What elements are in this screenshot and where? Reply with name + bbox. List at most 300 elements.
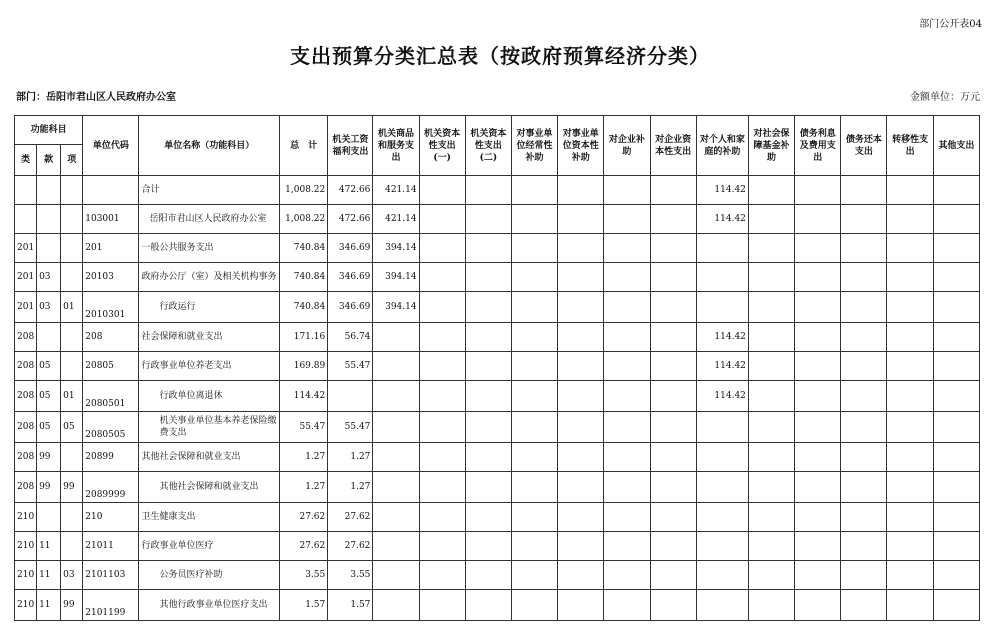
cell-c2 xyxy=(373,590,419,621)
header-total: 总 计 xyxy=(280,116,328,176)
cell-unit-code: 2010301 xyxy=(83,292,139,323)
cell-c14 xyxy=(933,263,979,292)
header-c12: 债务还本支出 xyxy=(841,116,887,176)
cell-xiang: 99 xyxy=(61,590,83,621)
cell-c7 xyxy=(604,292,650,323)
cell-c14 xyxy=(933,176,979,205)
cell-lei: 208 xyxy=(15,412,37,443)
cell-xiang: 03 xyxy=(61,561,83,590)
cell-c13 xyxy=(887,503,933,532)
cell-unit-code: 208 xyxy=(83,323,139,352)
cell-xiang: 01 xyxy=(61,292,83,323)
cell-c11 xyxy=(795,590,841,621)
cell-c1: 1.27 xyxy=(328,443,373,472)
cell-c2 xyxy=(373,323,419,352)
header-func-subject: 功能科目 xyxy=(15,116,83,145)
cell-c13 xyxy=(887,352,933,381)
table-row xyxy=(15,234,980,263)
cell-c14 xyxy=(933,590,979,621)
header-c2: 机关商品和服务支出 xyxy=(373,116,419,176)
cell-kuan: 05 xyxy=(37,412,61,443)
cell-total: 3.55 xyxy=(280,561,328,590)
cell-c3 xyxy=(419,503,465,532)
cell-c12 xyxy=(841,352,887,381)
header-unit-name: 单位名称（功能科目） xyxy=(139,116,280,176)
cell-unit-name: 公务员医疗补助 xyxy=(139,561,280,590)
cell-c12 xyxy=(841,205,887,234)
cell-c5 xyxy=(511,381,557,412)
budget-table xyxy=(14,115,980,621)
cell-total: 1.27 xyxy=(280,472,328,503)
header-c14: 其他支出 xyxy=(933,116,979,176)
cell-lei xyxy=(15,176,37,205)
cell-c4 xyxy=(465,205,511,234)
cell-kuan xyxy=(37,205,61,234)
cell-c14 xyxy=(933,561,979,590)
cell-c5 xyxy=(511,503,557,532)
cell-c7 xyxy=(604,472,650,503)
cell-unit-code: 20103 xyxy=(83,263,139,292)
cell-c14 xyxy=(933,205,979,234)
cell-c11 xyxy=(795,205,841,234)
cell-lei: 210 xyxy=(15,532,37,561)
cell-c12 xyxy=(841,503,887,532)
cell-c14 xyxy=(933,412,979,443)
cell-unit-name: 卫生健康支出 xyxy=(139,503,280,532)
cell-c6 xyxy=(558,503,604,532)
cell-c2 xyxy=(373,443,419,472)
cell-unit-name: 政府办公厅（室）及相关机构事务 xyxy=(139,263,280,292)
cell-c1: 55.47 xyxy=(328,352,373,381)
cell-c4 xyxy=(465,381,511,412)
cell-kuan: 11 xyxy=(37,590,61,621)
cell-total: 740.84 xyxy=(280,234,328,263)
cell-c10 xyxy=(748,412,794,443)
cell-c5 xyxy=(511,472,557,503)
cell-total: 1,008.22 xyxy=(280,205,328,234)
cell-c6 xyxy=(558,205,604,234)
cell-c5 xyxy=(511,352,557,381)
cell-c1: 56.74 xyxy=(328,323,373,352)
cell-kuan xyxy=(37,323,61,352)
cell-c5 xyxy=(511,292,557,323)
cell-c11 xyxy=(795,412,841,443)
cell-c13 xyxy=(887,234,933,263)
cell-unit-name: 其他行政事业单位医疗支出 xyxy=(139,590,280,621)
cell-c12 xyxy=(841,323,887,352)
cell-unit-name: 岳阳市君山区人民政府办公室 xyxy=(139,205,280,234)
cell-c3 xyxy=(419,381,465,412)
cell-c8 xyxy=(650,352,696,381)
cell-unit-code: 103001 xyxy=(83,205,139,234)
header-c3: 机关资本性支出(一) xyxy=(419,116,465,176)
cell-c3 xyxy=(419,532,465,561)
cell-c1: 1.57 xyxy=(328,590,373,621)
cell-c1: 346.69 xyxy=(328,234,373,263)
cell-c4 xyxy=(465,176,511,205)
cell-kuan xyxy=(37,234,61,263)
cell-kuan: 99 xyxy=(37,443,61,472)
cell-kuan: 11 xyxy=(37,561,61,590)
cell-c3 xyxy=(419,561,465,590)
cell-c10 xyxy=(748,234,794,263)
cell-lei: 208 xyxy=(15,381,37,412)
cell-c2: 421.14 xyxy=(373,205,419,234)
cell-c13 xyxy=(887,381,933,412)
department-label: 部门：岳阳市君山区人民政府办公室 xyxy=(16,92,176,103)
cell-xiang: 99 xyxy=(61,472,83,503)
cell-c12 xyxy=(841,234,887,263)
cell-c12 xyxy=(841,176,887,205)
cell-c8 xyxy=(650,503,696,532)
cell-c12 xyxy=(841,381,887,412)
cell-c1: 27.62 xyxy=(328,503,373,532)
header-c13: 转移性支出 xyxy=(887,116,933,176)
cell-c3 xyxy=(419,292,465,323)
cell-c12 xyxy=(841,590,887,621)
cell-c7 xyxy=(604,323,650,352)
cell-xiang: 05 xyxy=(61,412,83,443)
cell-c13 xyxy=(887,412,933,443)
cell-c8 xyxy=(650,472,696,503)
cell-c8 xyxy=(650,176,696,205)
cell-c12 xyxy=(841,532,887,561)
cell-c5 xyxy=(511,234,557,263)
cell-unit-code: 20899 xyxy=(83,443,139,472)
header-c8: 对企业资本性支出 xyxy=(650,116,696,176)
cell-xiang xyxy=(61,263,83,292)
cell-c13 xyxy=(887,472,933,503)
cell-c6 xyxy=(558,472,604,503)
cell-c2: 394.14 xyxy=(373,292,419,323)
cell-c9 xyxy=(696,532,748,561)
cell-c5 xyxy=(511,205,557,234)
cell-c9: 114.42 xyxy=(696,323,748,352)
header-c6: 对事业单位资本性补助 xyxy=(558,116,604,176)
cell-lei: 201 xyxy=(15,263,37,292)
cell-c8 xyxy=(650,234,696,263)
cell-c13 xyxy=(887,205,933,234)
cell-c14 xyxy=(933,381,979,412)
cell-lei: 208 xyxy=(15,472,37,503)
cell-c8 xyxy=(650,532,696,561)
cell-c13 xyxy=(887,176,933,205)
cell-c9 xyxy=(696,292,748,323)
cell-c4 xyxy=(465,263,511,292)
cell-kuan xyxy=(37,503,61,532)
cell-c1: 346.69 xyxy=(328,263,373,292)
cell-c8 xyxy=(650,443,696,472)
cell-c5 xyxy=(511,263,557,292)
cell-c5 xyxy=(511,323,557,352)
cell-total: 740.84 xyxy=(280,263,328,292)
table-row xyxy=(15,352,980,381)
cell-c2 xyxy=(373,412,419,443)
cell-unit-code: 21011 xyxy=(83,532,139,561)
table-row xyxy=(15,292,980,323)
cell-c12 xyxy=(841,292,887,323)
cell-c4 xyxy=(465,532,511,561)
cell-xiang: 01 xyxy=(61,381,83,412)
cell-c6 xyxy=(558,443,604,472)
cell-unit-code xyxy=(83,176,139,205)
cell-xiang xyxy=(61,205,83,234)
cell-c5 xyxy=(511,412,557,443)
cell-lei: 201 xyxy=(15,292,37,323)
cell-c3 xyxy=(419,323,465,352)
cell-c2 xyxy=(373,381,419,412)
cell-c4 xyxy=(465,234,511,263)
header-c1: 机关工资福利支出 xyxy=(328,116,373,176)
table-row xyxy=(15,443,980,472)
cell-unit-code: 2101199 xyxy=(83,590,139,621)
cell-kuan: 99 xyxy=(37,472,61,503)
cell-c10 xyxy=(748,532,794,561)
cell-c8 xyxy=(650,323,696,352)
cell-xiang xyxy=(61,503,83,532)
cell-c7 xyxy=(604,352,650,381)
cell-unit-name: 行政事业单位养老支出 xyxy=(139,352,280,381)
cell-c2 xyxy=(373,352,419,381)
table-row xyxy=(15,381,980,412)
cell-c6 xyxy=(558,352,604,381)
cell-c12 xyxy=(841,263,887,292)
cell-c11 xyxy=(795,561,841,590)
cell-unit-name: 其他社会保障和就业支出 xyxy=(139,472,280,503)
cell-unit-code: 2080505 xyxy=(83,412,139,443)
cell-c10 xyxy=(748,590,794,621)
table-row xyxy=(15,263,980,292)
cell-c11 xyxy=(795,503,841,532)
cell-c8 xyxy=(650,381,696,412)
cell-total: 55.47 xyxy=(280,412,328,443)
table-row xyxy=(15,323,980,352)
cell-c3 xyxy=(419,590,465,621)
cell-c14 xyxy=(933,234,979,263)
cell-c9: 114.42 xyxy=(696,176,748,205)
cell-xiang xyxy=(61,443,83,472)
cell-total: 1.27 xyxy=(280,443,328,472)
cell-c1: 472.66 xyxy=(328,205,373,234)
cell-unit-name: 行政单位离退休 xyxy=(139,381,280,412)
cell-c4 xyxy=(465,352,511,381)
cell-c9 xyxy=(696,472,748,503)
cell-lei: 208 xyxy=(15,443,37,472)
cell-lei: 201 xyxy=(15,234,37,263)
cell-unit-code: 201 xyxy=(83,234,139,263)
cell-c7 xyxy=(604,412,650,443)
cell-c7 xyxy=(604,205,650,234)
cell-c8 xyxy=(650,292,696,323)
cell-c11 xyxy=(795,472,841,503)
cell-c5 xyxy=(511,176,557,205)
cell-c7 xyxy=(604,263,650,292)
cell-c10 xyxy=(748,323,794,352)
cell-c2 xyxy=(373,503,419,532)
cell-c9 xyxy=(696,561,748,590)
cell-c3 xyxy=(419,234,465,263)
page-title: 支出预算分类汇总表（按政府预算经济分类） xyxy=(290,44,710,68)
cell-total: 114.42 xyxy=(280,381,328,412)
cell-c6 xyxy=(558,590,604,621)
cell-c7 xyxy=(604,532,650,561)
cell-c11 xyxy=(795,234,841,263)
cell-c3 xyxy=(419,176,465,205)
cell-c7 xyxy=(604,381,650,412)
cell-c9 xyxy=(696,503,748,532)
cell-c13 xyxy=(887,532,933,561)
cell-c8 xyxy=(650,561,696,590)
table-row xyxy=(15,590,980,621)
cell-c2: 394.14 xyxy=(373,263,419,292)
header-c10: 对社会保障基金补助 xyxy=(748,116,794,176)
cell-c10 xyxy=(748,263,794,292)
table-row xyxy=(15,472,980,503)
cell-c1: 55.47 xyxy=(328,412,373,443)
cell-total: 171.16 xyxy=(280,323,328,352)
cell-lei: 210 xyxy=(15,590,37,621)
cell-lei: 210 xyxy=(15,503,37,532)
cell-c2 xyxy=(373,561,419,590)
cell-c14 xyxy=(933,323,979,352)
cell-c4 xyxy=(465,590,511,621)
cell-unit-name: 其他社会保障和就业支出 xyxy=(139,443,280,472)
cell-c5 xyxy=(511,532,557,561)
cell-unit-name: 行政事业单位医疗 xyxy=(139,532,280,561)
cell-c11 xyxy=(795,381,841,412)
cell-kuan: 05 xyxy=(37,352,61,381)
cell-c6 xyxy=(558,323,604,352)
cell-c5 xyxy=(511,561,557,590)
cell-c13 xyxy=(887,590,933,621)
cell-unit-code: 2101103 xyxy=(83,561,139,590)
cell-c14 xyxy=(933,292,979,323)
cell-c2: 394.14 xyxy=(373,234,419,263)
cell-c8 xyxy=(650,263,696,292)
cell-xiang xyxy=(61,532,83,561)
cell-c4 xyxy=(465,412,511,443)
cell-c4 xyxy=(465,503,511,532)
cell-c7 xyxy=(604,443,650,472)
cell-c13 xyxy=(887,292,933,323)
cell-kuan xyxy=(37,176,61,205)
cell-c2: 421.14 xyxy=(373,176,419,205)
cell-c9: 114.42 xyxy=(696,352,748,381)
cell-c14 xyxy=(933,472,979,503)
cell-c3 xyxy=(419,205,465,234)
cell-unit-name: 机关事业单位基本养老保险缴费支出 xyxy=(139,412,280,443)
cell-c4 xyxy=(465,443,511,472)
cell-total: 740.84 xyxy=(280,292,328,323)
cell-c14 xyxy=(933,503,979,532)
cell-c3 xyxy=(419,352,465,381)
cell-total: 1.57 xyxy=(280,590,328,621)
cell-c10 xyxy=(748,352,794,381)
cell-total: 1,008.22 xyxy=(280,176,328,205)
cell-lei: 210 xyxy=(15,561,37,590)
table-row xyxy=(15,205,980,234)
cell-c11 xyxy=(795,532,841,561)
cell-c6 xyxy=(558,292,604,323)
cell-xiang xyxy=(61,352,83,381)
cell-c1: 3.55 xyxy=(328,561,373,590)
cell-c14 xyxy=(933,352,979,381)
cell-lei xyxy=(15,205,37,234)
cell-xiang xyxy=(61,234,83,263)
cell-total: 27.62 xyxy=(280,532,328,561)
cell-c11 xyxy=(795,263,841,292)
cell-c3 xyxy=(419,412,465,443)
cell-c9 xyxy=(696,443,748,472)
cell-c13 xyxy=(887,323,933,352)
cell-c11 xyxy=(795,323,841,352)
header-unit-code: 单位代码 xyxy=(83,116,139,176)
table-row xyxy=(15,176,980,205)
header-c4: 机关资本性支出(二) xyxy=(465,116,511,176)
cell-c6 xyxy=(558,381,604,412)
cell-c9: 114.42 xyxy=(696,381,748,412)
cell-c7 xyxy=(604,590,650,621)
cell-c6 xyxy=(558,176,604,205)
cell-unit-name: 一般公共服务支出 xyxy=(139,234,280,263)
cell-kuan: 03 xyxy=(37,292,61,323)
cell-c9 xyxy=(696,234,748,263)
header-lei: 类 xyxy=(15,145,37,176)
cell-c6 xyxy=(558,412,604,443)
cell-c14 xyxy=(933,532,979,561)
cell-c4 xyxy=(465,472,511,503)
cell-c11 xyxy=(795,176,841,205)
cell-c3 xyxy=(419,263,465,292)
cell-c13 xyxy=(887,561,933,590)
cell-c10 xyxy=(748,205,794,234)
cell-c10 xyxy=(748,176,794,205)
header-c11: 债务利息及费用支出 xyxy=(795,116,841,176)
cell-kuan: 11 xyxy=(37,532,61,561)
cell-c13 xyxy=(887,443,933,472)
cell-c6 xyxy=(558,561,604,590)
cell-c13 xyxy=(887,263,933,292)
cell-c9: 114.42 xyxy=(696,205,748,234)
cell-c5 xyxy=(511,590,557,621)
cell-c4 xyxy=(465,323,511,352)
form-number: 部门公开表04 xyxy=(919,19,982,30)
cell-xiang xyxy=(61,323,83,352)
cell-unit-code: 210 xyxy=(83,503,139,532)
cell-c8 xyxy=(650,412,696,443)
cell-c7 xyxy=(604,503,650,532)
cell-c9 xyxy=(696,590,748,621)
cell-c9 xyxy=(696,412,748,443)
cell-c6 xyxy=(558,532,604,561)
cell-total: 169.89 xyxy=(280,352,328,381)
cell-c1: 472.66 xyxy=(328,176,373,205)
cell-c5 xyxy=(511,443,557,472)
cell-lei: 208 xyxy=(15,352,37,381)
cell-unit-code: 2089999 xyxy=(83,472,139,503)
cell-c11 xyxy=(795,443,841,472)
table-row xyxy=(15,412,980,443)
cell-c12 xyxy=(841,443,887,472)
cell-unit-name: 行政运行 xyxy=(139,292,280,323)
cell-unit-name: 合计 xyxy=(139,176,280,205)
cell-c6 xyxy=(558,263,604,292)
cell-c12 xyxy=(841,561,887,590)
cell-c2 xyxy=(373,532,419,561)
cell-c11 xyxy=(795,352,841,381)
table-row xyxy=(15,503,980,532)
header-c5: 对事业单位经常性补助 xyxy=(511,116,557,176)
